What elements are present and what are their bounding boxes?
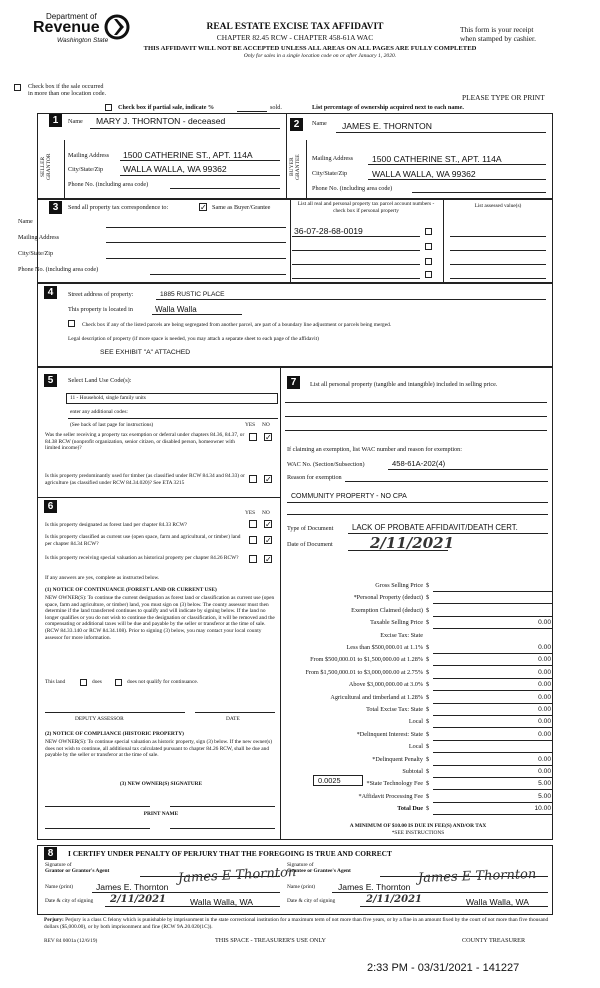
legal-label: Legal description of property (if more space is needed, you may attach a separate sheet to each page of the affidavit) <box>68 336 319 342</box>
dollar-sign: $ <box>426 582 430 589</box>
notice-1-text: NEW OWNER(S): To continue the current designation as forest land or classification as current use (open space, farm and agriculture, or timber) land, you must sign on (3) below. The county assessor must then determine if the land transferred continues to qualify and will indicate by signing below. If the land no longer qualifies or you do not wish to continue the designation or classification, it will be removed and the compensating or additional taxes will be due and payable by the seller or transferor at the time of sale. (RCW 84.33.140 or RCW 84.34.108). Prior to signing (3) below, you may contact your local county assessor for more information. <box>45 595 275 641</box>
corr-mailing-label: Mailing Address <box>18 234 60 241</box>
dollar-sign: $ <box>426 644 430 651</box>
dollar-sign: $ <box>426 619 430 627</box>
tax-row-line <box>433 789 553 790</box>
buyer-mailing[interactable]: 1500 CATHERINE ST., APT. 114A <box>372 154 502 164</box>
certify-statement: I CERTIFY UNDER PENALTY OF PERJURY THAT THE FOREGOING IS TRUE AND CORRECT <box>68 849 392 858</box>
tax-row <box>283 706 553 716</box>
personal-property-checkbox-1[interactable] <box>425 228 432 235</box>
tax-row-label: Total Excise Tax: State <box>366 706 423 713</box>
tax-row <box>283 743 553 753</box>
exemption-label: If claiming an exemption, list WAC number and reason for exemption: <box>287 446 462 453</box>
tax-row <box>283 656 553 666</box>
s6-q3-yes[interactable] <box>249 555 257 563</box>
grantee-name[interactable]: James E. Thornton <box>338 882 411 892</box>
seller-city[interactable]: WALLA WALLA, WA 99362 <box>123 164 227 174</box>
dept-line2: Revenue <box>33 19 100 36</box>
section-6-number: 6 <box>44 500 57 513</box>
seller-side-label: SELLER GRANTOR <box>40 153 52 181</box>
section-7-number: 7 <box>287 376 300 389</box>
same-as-buyer-label: Same as Buyer/Grantee <box>212 204 271 211</box>
ownership-note: List percentage of ownership acquired next to each name. <box>312 104 464 111</box>
deputy-assessor-label: DEPUTY ASSESSOR <box>75 716 124 722</box>
perjury-note <box>44 917 556 930</box>
perjury-label: Perjury: <box>44 917 64 923</box>
corr-phone-label: Phone No. (including area code) <box>18 266 99 273</box>
grantee-sig-label-2: Grantee or Grantee's Agent <box>287 868 351 874</box>
parcel-header: List all real and personal property tax parcel account numbers - check box if personal property <box>297 201 435 214</box>
section-8-number: 8 <box>44 847 57 860</box>
doc-date-label: Date of Document <box>287 541 333 548</box>
land-use-label: Select Land Use Code(s): <box>68 377 132 384</box>
s5-question-1: Was the seller receiving a property tax exemption or deferral under chapters 84.36, 84.37, or 84.38 RCW (nonprofit organization, senior citizen, or disabled person, homeowner with limited income)? <box>45 432 245 452</box>
additional-codes-label: enter any additional codes: <box>70 409 128 415</box>
tax-row <box>283 632 553 642</box>
correspondence-label: Send all property tax correspondence to: <box>68 204 169 211</box>
tax-row-label: Excise Tax: State <box>380 631 423 639</box>
grantor-sig-label-2: Grantor or Grantor's Agent <box>45 868 110 874</box>
tax-row-label: Less than $500,000.01 at 1.1% <box>346 644 423 651</box>
s6-question-2: Is this property classified as current use (open space, farm and agricultural, or timber) land per chapter 84.34 RCW? <box>45 534 241 547</box>
wac-number[interactable]: 458-61A-202(4) <box>392 459 446 468</box>
dor-logo-icon <box>104 14 130 40</box>
form-title: REAL ESTATE EXCISE TAX AFFIDAVIT <box>206 22 384 32</box>
tax-row <box>283 594 553 604</box>
section-3-number: 3 <box>49 201 62 214</box>
s6-q2-yes[interactable] <box>249 536 257 544</box>
exemption-reason[interactable]: COMMUNITY PROPERTY - NO CPA <box>291 493 407 500</box>
grantee-date[interactable]: 2/11/2021 <box>366 894 423 905</box>
dollar-sign: $ <box>426 681 430 689</box>
personal-property-checkbox-4[interactable] <box>425 271 432 278</box>
dollar-sign: $ <box>426 606 430 614</box>
s5-question-2: Is this property predominantly used for timber (as classified under RCW 84.34 and 84.33) or agriculture (as classified under RCW 84.34.020)? See ETA 3215 <box>45 473 245 486</box>
dollar-sign: $ <box>426 792 430 800</box>
dollar-sign: $ <box>426 656 430 664</box>
grantee-signature[interactable]: James E Thornton <box>417 866 537 887</box>
grantor-name-label: Name (print) <box>45 884 73 890</box>
tax-row-value[interactable]: 0.00 <box>538 656 551 664</box>
tax-row-value[interactable]: 0.00 <box>538 644 551 651</box>
multi-location-label-1: Check box if the sale occurred <box>28 83 104 90</box>
tax-row-label: Above $3,000,000.00 at 3.0% <box>348 681 423 689</box>
tax-row-line <box>433 715 553 716</box>
grantee-name-label: Name (print) <box>287 884 315 890</box>
dollar-sign: $ <box>426 718 430 726</box>
buyer-name-label: Name <box>312 120 327 127</box>
does-not-label: does not qualify for continuance. <box>127 679 199 685</box>
s6-q1-no[interactable]: ✓ <box>265 520 272 529</box>
doc-type-label: Type of Document <box>287 525 334 532</box>
s6-q1-yes[interactable] <box>249 520 257 528</box>
doc-type[interactable]: LACK OF PROBATE AFFIDAVIT/DEATH CERT. <box>352 523 518 532</box>
grantee-sig-label-1: Signature of <box>287 862 314 868</box>
tax-row-value[interactable]: 0.00 <box>538 668 551 676</box>
tax-row-label: *Affidavit Processing Fee <box>358 792 423 800</box>
s5-no-label: NO <box>262 422 270 428</box>
tax-row-value[interactable]: 0.00 <box>538 768 551 775</box>
parcel-number-1[interactable]: 36-07-28-68-0019 <box>294 226 363 236</box>
dept-line1: Department of <box>46 12 97 21</box>
street-address[interactable]: 1885 RUSTIC PLACE <box>160 291 225 298</box>
tax-row-line <box>433 690 553 691</box>
grantor-signature[interactable]: James E Thornton <box>177 864 297 887</box>
buyer-mailing-label: Mailing Address <box>312 155 354 162</box>
tax-row-label: Local <box>408 718 423 726</box>
corr-city-label: City/State/Zip <box>18 250 54 257</box>
grantee-city[interactable]: Walla Walla, WA <box>466 897 530 907</box>
dollar-sign: $ <box>426 768 430 775</box>
local-rate: 0.0025 <box>318 776 341 785</box>
dollar-sign: $ <box>426 780 430 788</box>
assessed-header: List assessed value(s) <box>474 203 522 209</box>
located-label: This property is located in <box>68 306 133 313</box>
multi-location-label-2: in more than one location code. <box>28 90 107 97</box>
tax-row-line <box>433 752 553 753</box>
buyer-city[interactable]: WALLA WALLA, WA 99362 <box>372 169 476 179</box>
notice-2-text: NEW OWNER(S): To continue special valuation as historic property, sign (3) below. If the new owner(s) does not wish to continue, all additional tax calculated pursuant to chapter 84.26 RCW, shall be due and payable by the seller or transferor at the time of sale. <box>45 739 273 759</box>
tax-row-line <box>433 591 553 592</box>
buyer-side-label: BUYER GRANTEE <box>289 154 301 180</box>
tax-row-label: *Personal Property (deduct) <box>353 594 423 602</box>
tax-row-line <box>433 665 553 666</box>
seller-name-label: Name <box>68 118 83 125</box>
perjury-text: Perjury is a class C felony which is punishable by imprisonment in the state correctional institution for a maximum term of not more than five years, or by a fine in an amount fixed by the court of not more than five thousand dollars ($5,000.00), or by both imprisonment and fine (RCW 9A.20.020(1C)). <box>44 917 549 930</box>
grantor-name[interactable]: James E. Thornton <box>96 882 169 892</box>
buyer-phone-label: Phone No. (including area code) <box>312 185 393 192</box>
assessor-date-label: DATE <box>226 716 240 722</box>
tax-row-line <box>433 628 553 629</box>
dept-line3: Washington State <box>57 37 109 44</box>
tax-row-value[interactable]: 0.00 <box>538 693 551 701</box>
s6-question-3: Is this property receiving special valuation as historical property per chapter 84.26 RCW? <box>45 555 239 561</box>
grantor-date-label: Date & city of signing <box>45 898 94 904</box>
segregated-checkbox[interactable] <box>68 320 75 327</box>
see-instructions: *SEE INSTRUCTIONS <box>391 830 445 836</box>
tax-row <box>283 756 553 766</box>
buyer-city-label: City/State/Zip <box>312 170 348 177</box>
tax-row-value[interactable]: 10.00 <box>534 805 551 813</box>
partial-sale-checkbox[interactable] <box>105 104 112 111</box>
same-as-buyer-checkbox[interactable]: ✓ <box>200 203 207 212</box>
dollar-sign: $ <box>426 805 430 813</box>
tax-row <box>283 644 553 654</box>
dollar-sign: $ <box>426 743 430 751</box>
personal-property-checkbox-2[interactable] <box>425 243 432 250</box>
tax-row-label: Local <box>408 743 423 751</box>
tax-row-label: *Delinquent Interest: State <box>356 730 423 738</box>
dollar-sign: $ <box>426 668 430 676</box>
seller-phone-label: Phone No. (including area code) <box>68 181 149 188</box>
wac-label: WAC No. (Section/Subsection) <box>287 461 365 468</box>
form-revision: REV 84 0001a (12/6/19) <box>44 938 98 944</box>
seller-mailing-label: Mailing Address <box>68 152 110 159</box>
section-5-number: 5 <box>44 374 57 387</box>
s6-q2-no[interactable]: ✓ <box>265 536 272 545</box>
this-land-label: This land <box>45 679 66 685</box>
s6-no-label: NO <box>262 510 270 516</box>
tax-row-value[interactable]: 5.00 <box>538 780 551 788</box>
notice-2-title: (2) NOTICE OF COMPLIANCE (HISTORIC PROPERTY) <box>45 731 184 737</box>
does-label: does <box>92 679 102 685</box>
dollar-sign: $ <box>426 730 430 738</box>
seller-city-label: City/State/Zip <box>68 166 104 173</box>
tax-row <box>283 669 553 679</box>
tax-row-line <box>433 740 553 741</box>
tax-row-value[interactable]: 0.00 <box>538 681 551 689</box>
tax-row-label: *Delinquent Penalty <box>372 755 423 763</box>
does-not-qualify-checkbox[interactable] <box>115 679 122 686</box>
tax-row-line <box>433 653 553 654</box>
tax-row-line <box>433 727 553 728</box>
treasurer-use: THIS SPACE - TREASURER'S USE ONLY <box>215 937 327 944</box>
form-chapter: CHAPTER 82.45 RCW - CHAPTER 458-61A WAC <box>216 33 374 42</box>
doc-date[interactable]: 2/11/2021 <box>370 534 455 552</box>
tax-row-value[interactable]: 0.00 <box>538 706 551 713</box>
reason-label: Reason for exemption <box>287 474 342 481</box>
tax-row-value[interactable]: 0.00 <box>538 619 551 627</box>
form-warning: THIS AFFIDAVIT WILL NOT BE ACCEPTED UNLESS ALL AREAS ON ALL PAGES ARE FULLY COMPLETED <box>143 45 477 52</box>
receipt-note-1: This form is your receipt <box>460 25 534 34</box>
tax-row-label: From $1,500,000.01 to $3,000,000.00 at 2.75% <box>305 668 423 676</box>
legal-description[interactable]: SEE EXHIBIT "A" ATTACHED <box>100 349 191 356</box>
minimum-note: A MINIMUM OF $10.00 IS DUE IN FEE(S) AND/OR TAX <box>349 823 487 829</box>
tax-row <box>283 805 553 815</box>
new-owner-signature-label: (3) NEW OWNER(S) SIGNATURE <box>119 781 203 787</box>
segregated-label: Check box if any of the listed parcels are being segregated from another parcel, are part of a boundary line adjustment or parcels being merged. <box>82 322 392 328</box>
grantor-sig-label-1: Signature of <box>45 862 72 868</box>
tax-row <box>283 681 553 691</box>
does-qualify-checkbox[interactable] <box>80 679 87 686</box>
tax-row-line <box>433 777 553 778</box>
tax-row-line <box>433 603 553 604</box>
tax-row-label: Gross Selling Price <box>375 582 423 589</box>
s5-q1-yes[interactable] <box>249 433 257 441</box>
tax-row-value[interactable]: 0.00 <box>538 718 551 726</box>
tax-row-label: Agricultural and timberland at 1.28% <box>330 693 423 701</box>
section-2-number: 2 <box>290 118 303 131</box>
tax-row <box>283 619 553 629</box>
tax-row <box>283 582 553 592</box>
section-1-number: 1 <box>49 114 62 127</box>
tax-row-label: *State Technology Fee <box>366 780 423 788</box>
s5-yes-label: YES <box>245 422 256 428</box>
tax-row-line <box>433 703 553 704</box>
notice-1-title: (1) NOTICE OF CONTINUANCE (FOREST LAND OR CURRENT USE) <box>45 587 217 593</box>
corr-name-label: Name <box>18 218 33 225</box>
s5-q1-no[interactable]: ✓ <box>265 433 272 442</box>
tax-row <box>283 607 553 617</box>
s5-q2-yes[interactable] <box>249 475 257 483</box>
tax-row-line <box>433 814 553 815</box>
partial-sale-label: Check box if partial sale, indicate % <box>118 104 215 111</box>
sold-label: sold. <box>270 104 282 111</box>
grantee-date-label: Date & city of signing <box>287 898 336 904</box>
personal-property-label: List all personal property (tangible and intangible) included in selling price. <box>310 381 498 388</box>
seller-mailing[interactable]: 1500 CATHERINE ST., APT. 114A <box>123 150 253 160</box>
s6-q3-no[interactable]: ✓ <box>265 555 272 564</box>
tax-row-value[interactable]: 5.00 <box>538 792 551 800</box>
tax-row <box>283 718 553 728</box>
section-4-number: 4 <box>44 286 57 299</box>
dollar-sign: $ <box>426 755 430 763</box>
located-in[interactable]: Walla Walla <box>155 305 197 314</box>
tax-row-line <box>433 678 553 679</box>
street-label: Street address of property: <box>68 291 134 298</box>
tax-row-label: Subtotal <box>402 768 423 775</box>
please-type: PLEASE TYPE OR PRINT <box>462 93 545 102</box>
tax-row-label: From $500,000.01 to $1,500,000.00 at 1.28% <box>310 656 423 664</box>
s5-q2-no[interactable]: ✓ <box>265 475 272 484</box>
tax-row-value[interactable]: 0.00 <box>538 730 551 738</box>
buyer-name[interactable]: JAMES E. THORNTON <box>342 121 432 131</box>
grantor-date[interactable]: 2/11/2021 <box>110 894 167 905</box>
dollar-sign: $ <box>426 706 430 713</box>
if-yes-note: If any answers are yes, complete as instructed below. <box>45 575 160 581</box>
receipt-note-2: when stamped by cashier. <box>460 34 536 43</box>
tax-row <box>283 694 553 704</box>
print-name-label: PRINT NAME <box>143 811 179 817</box>
tax-row-value[interactable]: 0.00 <box>538 755 551 763</box>
personal-property-checkbox-3[interactable] <box>425 258 432 265</box>
s6-yes-label: YES <box>245 510 256 516</box>
grantor-city[interactable]: Walla Walla, WA <box>190 897 254 907</box>
multi-location-checkbox[interactable] <box>14 84 21 91</box>
tax-row <box>283 731 553 741</box>
county-treasurer: COUNTY TREASURER <box>462 937 526 944</box>
tax-row-label: Taxable Selling Price <box>370 619 423 627</box>
s6-question-1: Is this property designated as forest land per chapter 84.33 RCW? <box>45 522 188 528</box>
single-location-note: Only for sales in a single location code on or after January 1, 2020. <box>243 53 397 59</box>
tax-row-label: Exemption Claimed (deduct) <box>351 606 423 614</box>
tax-row-line <box>433 765 553 766</box>
tax-row-line <box>433 802 553 803</box>
seller-name[interactable]: MARY J. THORNTON - deceased <box>96 116 226 126</box>
tax-row-label: Total Due <box>397 805 423 813</box>
recording-stamp: 2:33 PM - 03/31/2021 - 141227 <box>367 962 520 974</box>
tax-row <box>283 793 553 803</box>
dollar-sign: $ <box>426 693 430 701</box>
land-use-value: 11 - Household, single family units <box>70 395 146 401</box>
tax-row-line <box>433 616 553 617</box>
dollar-sign: $ <box>426 594 430 602</box>
see-back-note: (See back of last page for instructions) <box>70 422 154 428</box>
